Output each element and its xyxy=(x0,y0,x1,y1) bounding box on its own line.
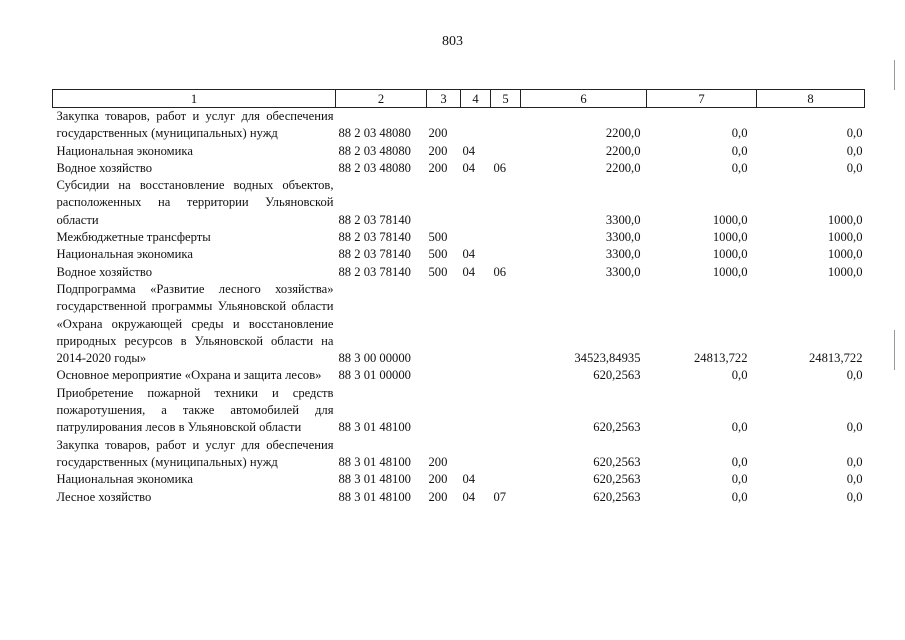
item-value-6: 3300,0 xyxy=(605,230,641,245)
item-value-6: 3300,0 xyxy=(605,247,641,262)
header-col-4: 4 xyxy=(461,90,491,108)
item-pr xyxy=(491,367,521,384)
item-rz xyxy=(461,437,491,472)
item-value-7: 0,0 xyxy=(731,420,748,435)
header-row xyxy=(53,90,865,108)
item-value-6: 3300,0 xyxy=(605,264,641,279)
header-col-8: 8 xyxy=(757,90,865,108)
item-value-6: 620,2563 xyxy=(593,420,641,435)
item-value-8: 1000,0 xyxy=(827,247,863,262)
item-name: Закупка товаров, работ и услуг для обеспечения государственных (муниципальных) нужд xyxy=(56,437,334,469)
item-pr: 06 xyxy=(493,264,507,279)
item-rz: 04 xyxy=(462,143,476,158)
item-value-7: 1000,0 xyxy=(712,212,748,227)
item-value-8: 0,0 xyxy=(846,489,863,504)
item-value-7: 24813,722 xyxy=(693,351,748,366)
item-name: Приобретение пожарной техники и средств пожаротушения, а также автомобилей для патрулирования лесов в Ульяновской области xyxy=(56,385,334,435)
item-value-8: 0,0 xyxy=(846,126,863,141)
item-code: 88 3 01 48100 xyxy=(338,489,411,504)
item-rz: 04 xyxy=(462,160,476,175)
table-row xyxy=(53,489,865,506)
item-value-8: 24813,722 xyxy=(808,351,863,366)
item-value-7: 1000,0 xyxy=(712,230,748,245)
item-pr xyxy=(491,177,521,229)
item-vr: 200 xyxy=(428,454,448,469)
table-row xyxy=(53,108,865,143)
item-value-6: 2200,0 xyxy=(605,143,641,158)
header-col-1: 1 xyxy=(53,90,336,108)
item-pr: 06 xyxy=(493,160,507,175)
budget-table xyxy=(52,89,865,506)
item-value-8: 1000,0 xyxy=(827,212,863,227)
item-value-7: 0,0 xyxy=(731,489,748,504)
item-code: 88 2 03 48080 xyxy=(338,160,411,175)
item-value-6: 2200,0 xyxy=(605,126,641,141)
header-col-2: 2 xyxy=(336,90,427,108)
header-col-6: 6 xyxy=(521,90,647,108)
item-pr xyxy=(491,385,521,437)
item-vr xyxy=(427,281,461,367)
item-code: 88 3 01 00000 xyxy=(338,368,411,383)
item-value-8: 0,0 xyxy=(846,368,863,383)
item-value-8: 1000,0 xyxy=(827,230,863,245)
item-code: 88 3 01 48100 xyxy=(338,420,411,435)
item-code: 88 3 00 00000 xyxy=(338,351,411,366)
table-row xyxy=(53,246,865,263)
item-value-7: 1000,0 xyxy=(712,247,748,262)
item-rz xyxy=(461,177,491,229)
table-row xyxy=(53,177,865,229)
item-rz xyxy=(461,385,491,437)
item-rz: 04 xyxy=(462,264,476,279)
header-col-3: 3 xyxy=(427,90,461,108)
item-vr xyxy=(427,385,461,437)
table-row xyxy=(53,160,865,177)
item-code: 88 2 03 78140 xyxy=(338,230,411,245)
table-row xyxy=(53,281,865,367)
item-value-8: 0,0 xyxy=(846,160,863,175)
header-col-7: 7 xyxy=(647,90,757,108)
item-pr xyxy=(491,246,521,263)
item-name: Межбюджетные трансферты xyxy=(56,230,211,245)
item-rz xyxy=(461,367,491,384)
item-code: 88 2 03 48080 xyxy=(338,126,411,141)
item-code: 88 2 03 78140 xyxy=(338,264,411,279)
item-value-6: 3300,0 xyxy=(605,212,641,227)
item-vr: 500 xyxy=(428,230,448,245)
table-row xyxy=(53,229,865,246)
table-row xyxy=(53,264,865,281)
item-value-8: 0,0 xyxy=(846,143,863,158)
item-vr: 200 xyxy=(428,472,448,487)
item-rz: 04 xyxy=(462,247,476,262)
item-vr: 500 xyxy=(428,247,448,262)
item-rz xyxy=(461,281,491,367)
item-value-6: 620,2563 xyxy=(593,489,641,504)
item-pr xyxy=(491,281,521,367)
item-rz: 04 xyxy=(462,472,476,487)
item-value-7: 0,0 xyxy=(731,454,748,469)
item-vr: 200 xyxy=(428,143,448,158)
item-code: 88 2 03 48080 xyxy=(338,143,411,158)
item-name: Подпрограмма «Развитие лесного хозяйства» государственной программы Ульяновской области «Охрана окружающей среды и восстановление природных ресурсов в Ульяновской области на 2014-2020 годы» xyxy=(56,281,334,366)
item-vr xyxy=(427,177,461,229)
item-name: Субсидии на восстановление водных объектов, расположенных на территории Ульяновской области xyxy=(56,178,334,227)
item-name: Водное хозяйство xyxy=(56,160,153,175)
item-value-8: 1000,0 xyxy=(827,264,863,279)
item-rz xyxy=(461,108,491,143)
item-pr xyxy=(491,108,521,143)
table-row xyxy=(53,471,865,488)
item-name: Национальная экономика xyxy=(56,143,193,158)
item-name: Лесное хозяйство xyxy=(56,489,152,504)
item-vr xyxy=(427,367,461,384)
item-value-6: 620,2563 xyxy=(593,368,641,383)
item-value-6: 34523,84935 xyxy=(574,351,641,366)
table-row xyxy=(53,143,865,160)
item-pr xyxy=(491,229,521,246)
item-value-7: 0,0 xyxy=(731,472,748,487)
item-value-8: 0,0 xyxy=(846,454,863,469)
item-vr: 200 xyxy=(428,160,448,175)
item-vr: 500 xyxy=(428,264,448,279)
scan-edge-mark xyxy=(894,330,895,370)
item-value-6: 620,2563 xyxy=(593,472,641,487)
item-pr xyxy=(491,437,521,472)
item-code: 88 3 01 48100 xyxy=(338,472,411,487)
item-rz: 04 xyxy=(462,489,476,504)
item-name: Национальная экономика xyxy=(56,247,193,262)
item-name: Основное мероприятие «Охрана и защита лесов» xyxy=(56,368,322,383)
table-row xyxy=(53,385,865,437)
header-col-5: 5 xyxy=(491,90,521,108)
item-value-7: 1000,0 xyxy=(712,264,748,279)
item-name: Национальная экономика xyxy=(56,472,193,487)
item-value-6: 620,2563 xyxy=(593,454,641,469)
item-vr: 200 xyxy=(428,126,448,141)
item-rz xyxy=(461,229,491,246)
item-pr: 07 xyxy=(493,489,507,504)
item-value-8: 0,0 xyxy=(846,472,863,487)
item-value-6: 2200,0 xyxy=(605,160,641,175)
item-value-7: 0,0 xyxy=(731,368,748,383)
table-row xyxy=(53,437,865,472)
item-value-8: 0,0 xyxy=(846,420,863,435)
item-name: Закупка товаров, работ и услуг для обеспечения государственных (муниципальных) нужд xyxy=(56,109,334,141)
item-code: 88 2 03 78140 xyxy=(338,247,411,262)
scan-edge-mark xyxy=(894,60,895,90)
item-pr xyxy=(491,143,521,160)
item-vr: 200 xyxy=(428,489,448,504)
item-value-7: 0,0 xyxy=(731,143,748,158)
page-number: 803 xyxy=(442,34,463,49)
item-code: 88 2 03 78140 xyxy=(338,212,411,227)
item-pr xyxy=(491,471,521,488)
item-name: Водное хозяйство xyxy=(56,264,153,279)
item-value-7: 0,0 xyxy=(731,160,748,175)
table-row xyxy=(53,367,865,384)
item-value-7: 0,0 xyxy=(731,126,748,141)
item-code: 88 3 01 48100 xyxy=(338,454,411,469)
